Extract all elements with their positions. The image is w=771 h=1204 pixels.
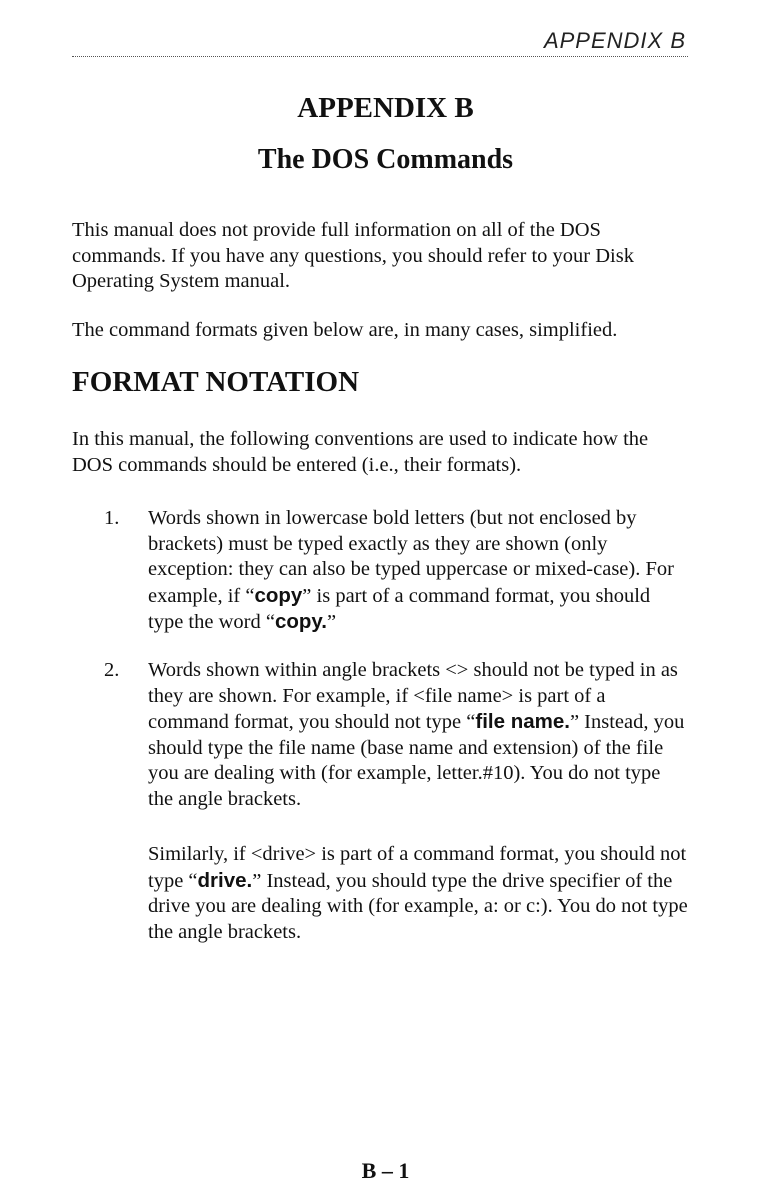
- text-run: Similarly, if <drive> is part of a command format, you should not type “: [148, 843, 687, 892]
- section-heading: FORMAT NOTATION: [72, 366, 360, 398]
- list-text: [148, 506, 688, 636]
- running-header: [72, 28, 688, 57]
- bold-term: copy.: [274, 610, 327, 633]
- section-intro: In this manual, the following conventions are used to indicate how the DOS commands should be entered (i.e., their formats).: [72, 428, 649, 476]
- list-text: [148, 658, 688, 812]
- page-number: B – 1: [361, 1158, 410, 1183]
- text-run: ”: [326, 611, 337, 633]
- list-number: 1.: [104, 507, 120, 529]
- similarly-paragraph: [148, 842, 688, 945]
- text-run: ” Instead, you should type the file name (base name and extension) of the file you are dealing with (for example, letter.#10). You do not type the angle brackets.: [148, 711, 685, 810]
- page-subtitle: The DOS Commands: [257, 144, 514, 175]
- simplified-note: The command formats given below are, in many cases, simplified.: [72, 319, 618, 341]
- bold-term: file name.: [475, 710, 570, 733]
- text-run: Words shown within angle brackets <> should not be typed in as they are shown. For example, if <file name> is part of a command format, you should not type “: [148, 659, 678, 733]
- intro-paragraph: This manual does not provide full information on all of the DOS commands. If you have any questions, you should refer to your Disk Operating System manual.: [72, 219, 634, 292]
- running-header-text: APPENDIX B: [543, 28, 686, 53]
- bold-term: copy: [254, 583, 303, 607]
- text-run: Words shown in lowercase bold letters (but not enclosed by brackets) must be typed exactly as they are shown (only exception: they can also be typed uppercase or mixed-case). For example, if “: [148, 507, 674, 607]
- bold-term: drive.: [197, 868, 253, 892]
- list-number: 2.: [104, 659, 120, 681]
- page-title: APPENDIX B: [297, 92, 474, 124]
- text-run: ” Instead, you should type the drive specifier of the drive you are dealing with (for example, a: or c:). You do not type the angle brackets.: [148, 869, 688, 943]
- text-run: ” is part of a command format, you should type the word “: [148, 584, 651, 633]
